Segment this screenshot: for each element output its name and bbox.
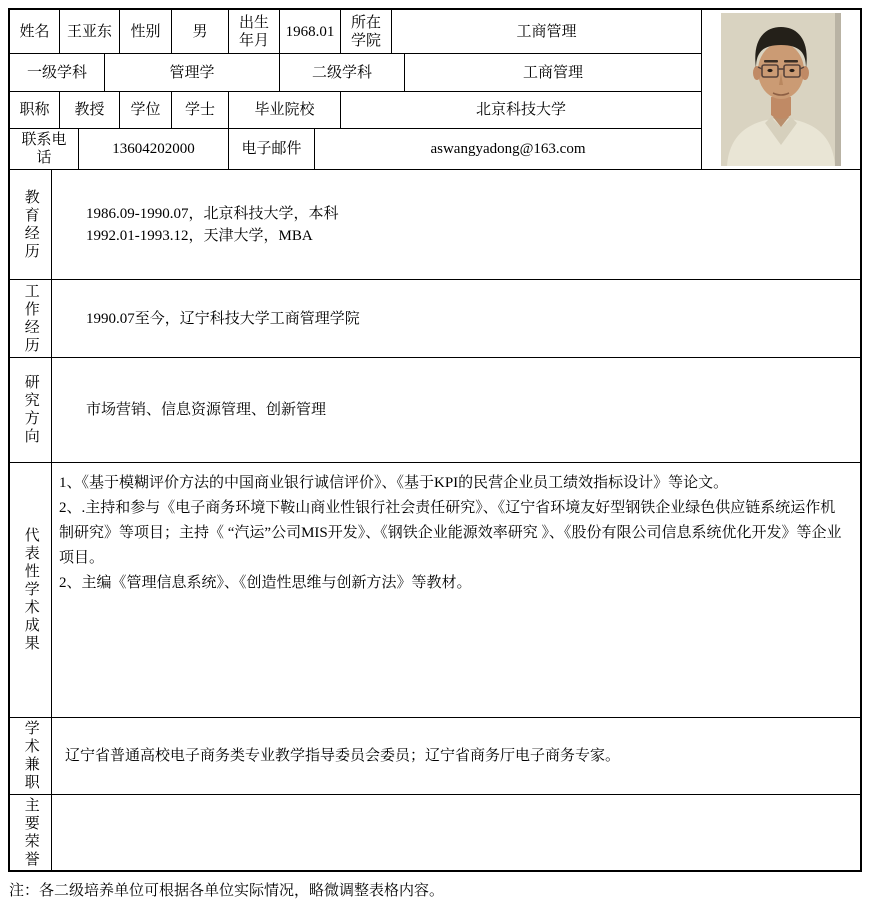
row-title-degree: [10, 92, 702, 129]
phone-label: [10, 129, 79, 169]
alma-value: 北京科技大学: [341, 92, 702, 128]
row-basic-info: [10, 10, 702, 54]
birth-label-text: 出生年月: [238, 14, 269, 49]
title-label: 职称: [10, 92, 60, 128]
discipline2-label: 二级学科: [280, 54, 405, 91]
education-content: [52, 170, 860, 279]
degree-value: 学士: [172, 92, 229, 128]
education-line: 1986.09-1990.07，北京科技大学，本科: [86, 205, 339, 222]
research-content: [52, 358, 860, 462]
honors-content: [52, 795, 860, 870]
discipline1-label: 一级学科: [10, 54, 105, 91]
achievements-item: 1、《基于模糊评价方法的中国商业银行诚信评价》、《基于KPI的民营企业员工绩效指标设计》等论文。: [59, 475, 729, 491]
alma-label: 毕业院校: [229, 92, 341, 128]
email-label: 电子邮件: [229, 129, 315, 169]
achievements-item: 2、主编《管理信息系统》、《创造性思维与创新方法》等教材。: [59, 575, 472, 591]
section-research: [10, 358, 860, 463]
section-parttime: [10, 718, 860, 795]
title-value: 教授: [60, 92, 120, 128]
work-line: 1990.07至今，辽宁科技大学工商管理学院: [86, 310, 360, 327]
degree-label: 学位: [120, 92, 172, 128]
footnote: 注：各二级培养单位可根据各单位实际情况，略微调整表格内容。: [9, 883, 445, 899]
parttime-line: 辽宁省普通高校电子商务类专业教学指导委员会委员；辽宁省商务厅电子商务专家。: [65, 748, 621, 764]
research-line: 市场营销、信息资源管理、创新管理: [86, 402, 327, 418]
section-education: [10, 170, 860, 280]
parttime-content: [52, 718, 860, 794]
achievements-content: [52, 463, 860, 717]
work-label-cell: [10, 280, 52, 357]
gender-label: 性别: [120, 10, 172, 53]
portrait-photo: [721, 13, 841, 166]
work-label: 工作经历: [22, 282, 39, 355]
birth-label: [229, 10, 280, 53]
gender-value: 男: [172, 10, 229, 53]
header-fields: [10, 10, 702, 169]
name-label: 姓名: [10, 10, 60, 53]
achievements-label-cell: [10, 463, 52, 717]
education-line: 1992.01-1993.12，天津大学，MBA: [86, 227, 313, 244]
achievements-label: 代表性学术成果: [22, 527, 39, 653]
discipline1-value: 管理学: [105, 54, 280, 91]
parttime-label: 学术兼职: [22, 720, 39, 792]
research-label-cell: [10, 358, 52, 462]
name-value: 王亚东: [60, 10, 120, 53]
phone-value: 13604202000: [79, 129, 229, 169]
phone-label-text: 联系电话: [21, 132, 67, 166]
birth-value: 1968.01: [280, 10, 341, 53]
row-contact: [10, 129, 702, 169]
section-achievements: [10, 463, 860, 718]
parttime-label-cell: [10, 718, 52, 794]
email-value: aswangyadong@163.com: [315, 129, 702, 169]
college-label-text: 所在学院: [350, 14, 381, 49]
section-honors: [10, 795, 860, 870]
education-label-cell: [10, 170, 52, 279]
header-block: [10, 10, 860, 170]
photo-cell: [702, 10, 860, 169]
honors-label: 主要荣誉: [22, 796, 39, 869]
work-content: [52, 280, 860, 357]
college-label: [341, 10, 392, 53]
honors-label-cell: [10, 795, 52, 870]
college-value: 工商管理: [392, 10, 702, 53]
education-label: 教育经历: [22, 188, 39, 261]
row-disciplines: [10, 54, 702, 92]
research-label: 研究方向: [22, 374, 39, 446]
section-work: [10, 280, 860, 358]
achievements-item: 2、.主持和参与《电子商务环境下鞍山商业性银行社会责任研究》、《辽宁省环境友好型钢铁企业绿色供应链系统运作机制研究》等项目；主持《 “汽运”公司MIS开发》、《钢铁企业能源效率研究 》、《股份有限公司信息系统优化开发》等企业项目。: [59, 500, 842, 566]
faculty-profile-table: [8, 8, 862, 872]
discipline2-value: 工商管理: [405, 54, 702, 91]
